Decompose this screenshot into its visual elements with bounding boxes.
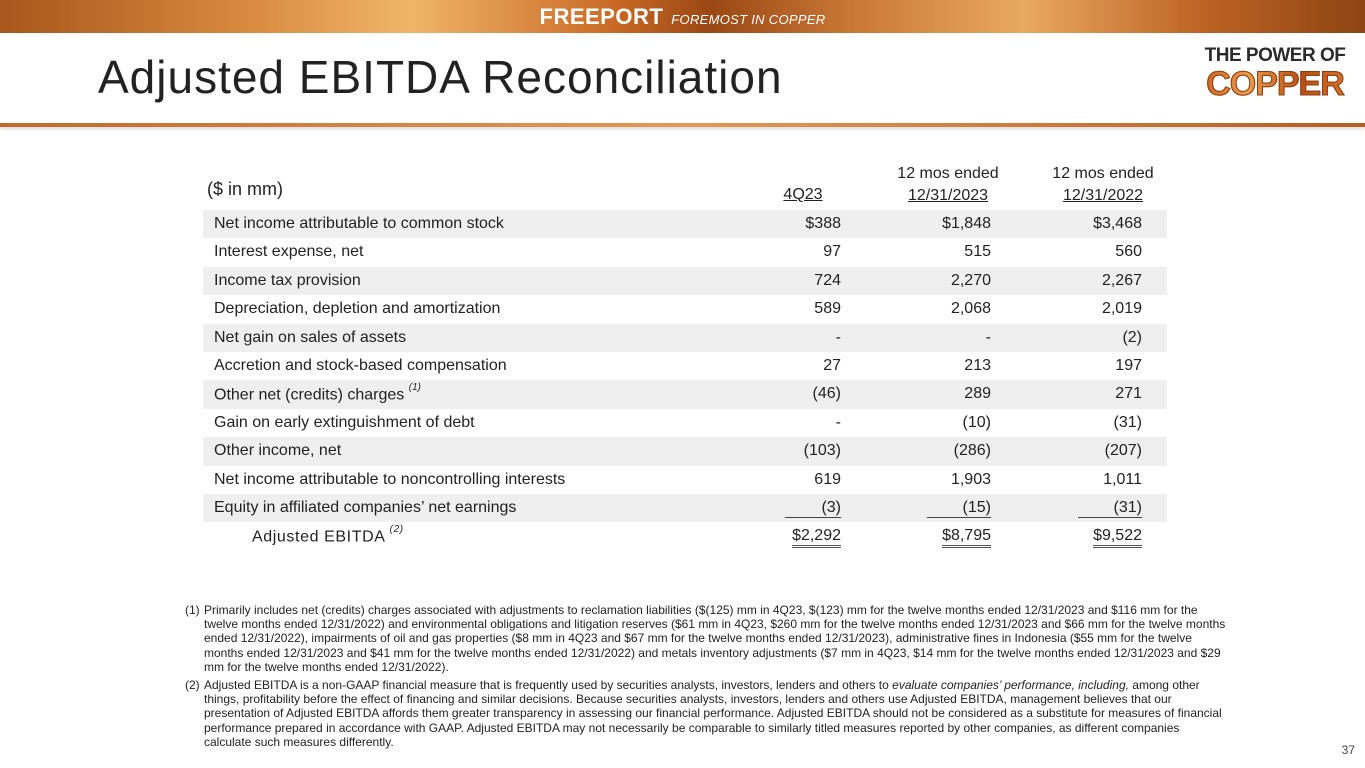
footnote-2-number: (2) xyxy=(185,678,200,693)
footnote-2-text xyxy=(204,678,1230,749)
cell-2022: 197 xyxy=(1115,356,1142,374)
cell-2023: 213 xyxy=(964,356,991,374)
cell-2022: $3,468 xyxy=(1093,215,1142,232)
cell-2023: (10) xyxy=(962,413,991,431)
col-header-2022-top: 12 mos ended xyxy=(1052,165,1154,182)
footnote-2-text-b: among other things, profitability before the effect of financing and similar decisions. Because securities analysts, investors, lenders and others use Adjusted EBITDA, management believes that our presentation of Adjusted EBITDA affords them greater transparency in assessing our financial performance. Adjusted EBITDA should not be considered as a substitute for measures of financial performance prepared in accordance with GAAP. Adjusted EBITDA may not necessarily be comparable to similarly titled measures reported by other companies, as different companies calculate such measures differently. xyxy=(204,678,1222,749)
cell-4q23: - xyxy=(835,328,841,346)
cell-2022: (2) xyxy=(1122,328,1142,346)
table-header xyxy=(203,160,1167,210)
cell-2023: 2,068 xyxy=(950,300,991,318)
total-2023-value: $8,795 xyxy=(942,527,991,548)
row-label: Other income, net xyxy=(214,442,342,460)
total-2022-value: $9,522 xyxy=(1093,527,1142,548)
cell-2022 xyxy=(1038,499,1142,518)
row-label: Depreciation, depletion and amortization xyxy=(214,300,501,318)
table-row xyxy=(203,238,1167,266)
table-row xyxy=(203,295,1167,323)
total-2023 xyxy=(883,527,991,548)
total-row xyxy=(203,522,1167,550)
brand-tagline: FOREMOST IN COPPER xyxy=(671,11,826,27)
table-row xyxy=(203,210,1167,238)
row-label: Accretion and stock-based compensation xyxy=(214,356,507,374)
total-4q23 xyxy=(763,527,841,548)
logo-line1: THE POWER OF xyxy=(1204,45,1346,66)
cell-2023: - xyxy=(985,328,991,346)
row-label: Net gain on sales of assets xyxy=(214,328,407,346)
footnote-2-text-italic: evaluate companies’ performance, including, xyxy=(892,678,1129,693)
cell-2023: $1,848 xyxy=(942,215,991,232)
page-title: Adjusted EBITDA Reconciliation xyxy=(98,51,783,103)
col-header-4q23-text: 4Q23 xyxy=(783,186,823,203)
cell-4q23: 724 xyxy=(814,271,841,289)
row-label: Net income attributable to common stock xyxy=(214,215,504,232)
cell-4q23: 589 xyxy=(814,300,841,318)
ebitda-table xyxy=(203,160,1167,551)
table-row xyxy=(203,324,1167,352)
col-header-2023-top: 12 mos ended xyxy=(897,165,999,182)
row-label: Income tax provision xyxy=(214,271,361,289)
cell-2022: 271 xyxy=(1115,385,1142,403)
cell-4q23: (103) xyxy=(803,442,841,460)
cell-2023 xyxy=(883,499,991,518)
unit-label: ($ in mm) xyxy=(207,179,283,199)
cell-4q23: 27 xyxy=(823,356,841,374)
row-label-text: Other net (credits) charges xyxy=(214,386,405,404)
cell-2022-value: (31) xyxy=(1078,499,1142,518)
row-label: Gain on early extinguishment of debt xyxy=(214,413,475,431)
cell-4q23: 619 xyxy=(814,470,841,488)
title-divider xyxy=(0,123,1365,127)
logo-line2: COPPER xyxy=(1195,66,1355,102)
cell-2023: 1,903 xyxy=(950,470,991,488)
table-row xyxy=(203,380,1167,408)
row-label xyxy=(214,382,421,404)
col-header-2022-bottom: 12/31/2022 xyxy=(1062,187,1144,204)
table-row xyxy=(203,466,1167,494)
footnote-ref-2: (2) xyxy=(389,524,404,536)
row-label: Interest expense, net xyxy=(214,243,364,261)
cell-4q23: - xyxy=(835,413,841,431)
brand-logo xyxy=(540,4,826,30)
cell-2023: 515 xyxy=(964,243,991,261)
page-number: 37 xyxy=(1341,743,1355,757)
footnotes xyxy=(185,603,1230,753)
col-header-4q23 xyxy=(763,186,843,204)
cell-2022: 2,019 xyxy=(1101,300,1142,318)
cell-4q23: $388 xyxy=(805,215,841,232)
cell-2022: (207) xyxy=(1104,442,1142,460)
total-label-text: Adjusted EBITDA xyxy=(252,528,385,546)
cell-4q23 xyxy=(763,499,841,518)
row-label: Net income attributable to noncontrolling interests xyxy=(214,470,566,488)
cell-2022: 1,011 xyxy=(1103,470,1142,488)
table-row xyxy=(203,267,1167,295)
row-label: Equity in affiliated companies’ net earnings xyxy=(214,498,517,516)
cell-2023: 289 xyxy=(964,385,991,403)
cell-4q23: (46) xyxy=(812,385,841,403)
total-4q23-value: $2,292 xyxy=(792,527,841,548)
footnote-2-text-a: Adjusted EBITDA is a non-GAAP financial measure that is frequently used by securities analysts, investors, lenders and others to xyxy=(204,678,893,693)
cell-2023: 2,270 xyxy=(950,271,991,289)
cell-2023-value: (15) xyxy=(927,499,991,518)
footnote-ref-1: (1) xyxy=(408,382,421,394)
col-header-2022 xyxy=(1038,163,1168,207)
cell-2022: 560 xyxy=(1115,243,1142,261)
cell-4q23: 97 xyxy=(823,243,841,261)
col-header-2023 xyxy=(883,163,1013,207)
total-label xyxy=(252,524,404,546)
cell-4q23-value: (3) xyxy=(785,499,841,518)
table-row xyxy=(203,437,1167,465)
header-banner xyxy=(0,0,1365,33)
table-row xyxy=(203,352,1167,380)
power-of-copper-logo xyxy=(1195,46,1355,108)
cell-2022: (31) xyxy=(1113,413,1142,431)
footnote-1-text: Primarily includes net (credits) charges associated with adjustments to reclamation liabilities ($(125) mm in 4Q23, $(123) mm for the twelve months ended 12/31/2023 and $116 mm for the twelve months ended 12/31/2022) and environmental obligations and litigation reserves ($61 mm in 4Q23, $260 mm for the twelve months ended 12/31/2023 and $66 mm for the twelve months ended 12/31/2022), impairments of oil and gas properties ($8 mm in 4Q23 and $67 mm for the twelve months ended 12/31/2023), administrative fines in Indonesia ($55 mm for the twelve months ended 12/31/2023 and $41 mm for the twelve months ended 12/31/2022) and metals inventory adjustments ($7 mm in 4Q23, $14 mm for the twelve months ended 12/31/2023 and $29 mm for the twelve months ended 12/31/2022). xyxy=(204,603,1226,674)
col-header-2023-bottom: 12/31/2023 xyxy=(907,187,989,204)
table-row xyxy=(203,409,1167,437)
table-row xyxy=(203,494,1167,522)
brand-name: FREEPORT xyxy=(539,3,664,29)
footnote-1 xyxy=(185,603,1230,674)
total-2022 xyxy=(1038,527,1142,548)
cell-2022: 2,267 xyxy=(1101,271,1142,289)
footnote-2 xyxy=(185,678,1230,749)
footnote-1-number: (1) xyxy=(185,603,200,617)
cell-2023: (286) xyxy=(953,442,991,460)
